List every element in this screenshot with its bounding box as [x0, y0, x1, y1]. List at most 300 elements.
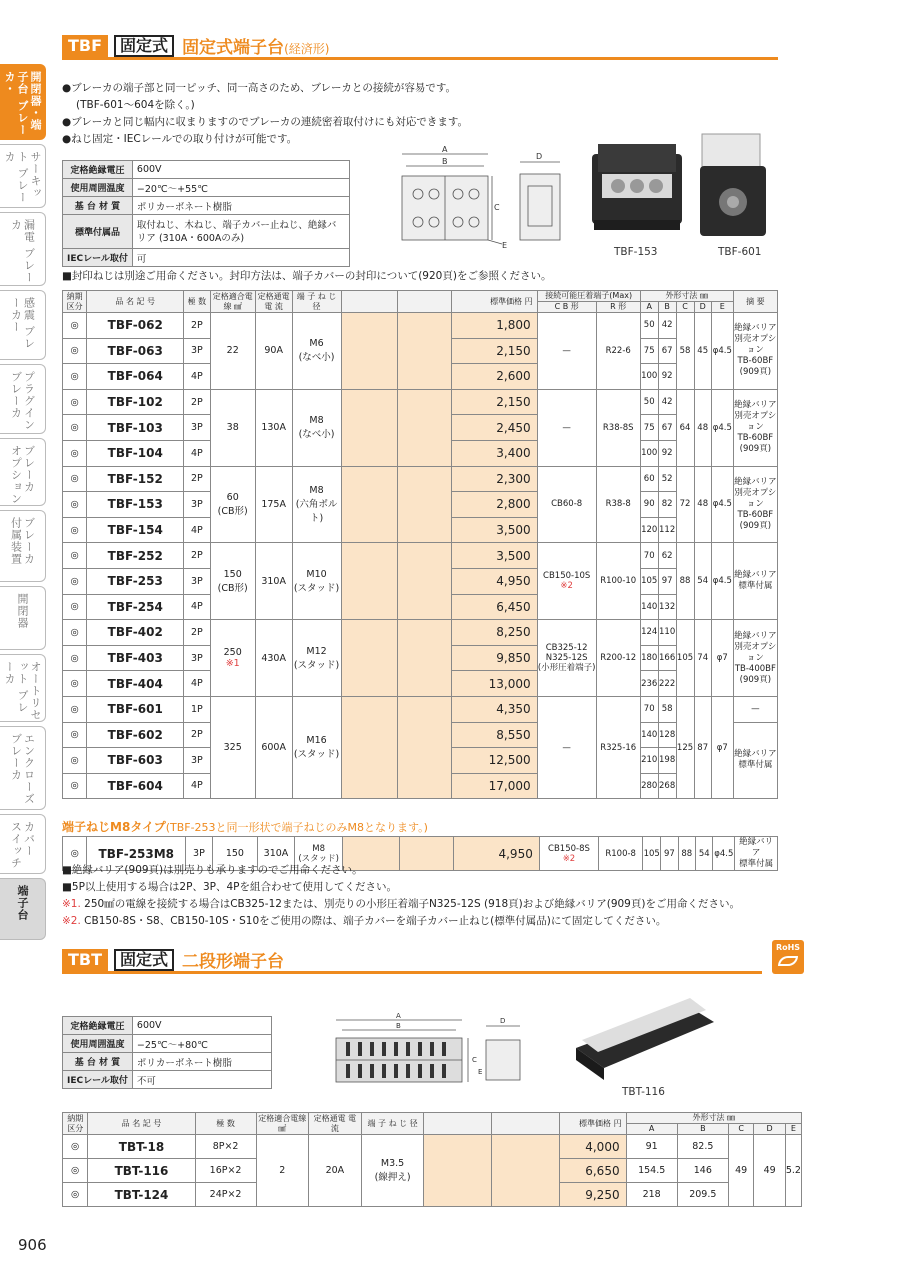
- blank-cell: [397, 313, 451, 390]
- tbt-title: 二段形端子台: [182, 952, 285, 972]
- side-tab-label: 漏電 ブレーカ: [9, 219, 36, 284]
- dim-e: φ7: [711, 620, 733, 697]
- dim-e: φ4.5: [711, 389, 733, 466]
- blank-cell: [341, 466, 397, 543]
- remark: 絶縁バリア 別売オプション TB-60BF (909頁): [733, 466, 777, 543]
- dim-a: 124: [640, 620, 658, 646]
- screw: M8 (なべ小): [292, 389, 341, 466]
- cb-terminal: —: [537, 696, 596, 798]
- r-terminal: R38-8S: [596, 389, 640, 466]
- dim-b: 198: [658, 748, 676, 774]
- dim-b: 268: [658, 773, 676, 799]
- poles: 2P: [184, 389, 210, 415]
- price: 12,500: [451, 748, 537, 774]
- side-tab[interactable]: [0, 144, 46, 208]
- model-name: TBF-404: [87, 671, 184, 697]
- poles: 4P: [184, 594, 210, 620]
- dim-b: 112: [658, 517, 676, 543]
- spec-key: 基 台 材 質: [63, 197, 133, 215]
- dim-b: 110: [658, 620, 676, 646]
- spec-value: −20℃〜+55℃: [132, 179, 349, 197]
- table-row: [63, 543, 778, 569]
- dim-a: 70: [640, 543, 658, 569]
- side-tab-label: ブレーカ オプション: [9, 445, 36, 505]
- dim-c: 49: [728, 1135, 754, 1207]
- dim-b: 82.5: [677, 1135, 728, 1159]
- model-name: TBF-252: [87, 543, 184, 569]
- th-dim-b: B: [677, 1124, 728, 1135]
- r-terminal: R100-10: [596, 543, 640, 620]
- model-name: TBF-152: [87, 466, 184, 492]
- screw: M8 (スタッド): [294, 837, 342, 871]
- delivery-mark: ◎: [63, 837, 87, 871]
- price: 4,950: [451, 568, 537, 594]
- poles: 2P: [184, 620, 210, 646]
- dim-d: 54: [694, 543, 711, 620]
- side-tab[interactable]: [0, 814, 46, 874]
- poles: 3P: [184, 645, 210, 671]
- spec-value: 600V: [132, 1017, 271, 1035]
- delivery-mark: ◎: [63, 568, 87, 594]
- tbf-601-photo: [696, 126, 776, 246]
- dim-a: 236: [640, 671, 658, 697]
- dim-a: 154.5: [626, 1159, 677, 1183]
- price: 2,150: [451, 389, 537, 415]
- current: 310A: [255, 543, 292, 620]
- blank-cell: [341, 313, 397, 390]
- model-name: TBF-254: [87, 594, 184, 620]
- model-name: TBF-603: [87, 748, 184, 774]
- screw: M10 (スタッド): [292, 543, 341, 620]
- th-dim-a: A: [626, 1124, 677, 1135]
- dim-c: 88: [676, 543, 694, 620]
- th-model: 品 名 記 号: [87, 291, 184, 313]
- spec-key: 定格絶縁電圧: [63, 161, 133, 179]
- cb-terminal: CB150-8S ※2: [539, 837, 598, 871]
- current: 430A: [255, 620, 292, 697]
- bullet: ●ブレーカの端子部と同一ピッチ、同一高さのため、ブレーカとの接続が容易です。: [62, 82, 456, 94]
- tbf-kind: 固定式: [114, 35, 174, 57]
- dim-d: 49: [754, 1135, 785, 1207]
- price: 8,550: [451, 722, 537, 748]
- model-name: TBF-062: [87, 313, 184, 339]
- bullet: (TBF-601〜604を除く。): [76, 99, 195, 111]
- delivery-mark: ◎: [63, 543, 87, 569]
- blank-cell: [341, 543, 397, 620]
- wire: 150: [212, 837, 257, 871]
- th-dim-d: D: [694, 302, 711, 313]
- tbt-spec-table: [62, 1016, 272, 1089]
- note: ■絶縁バリア(909頁)は別売りも承りますのでご用命ください。: [62, 864, 363, 876]
- model-name: TBF-253: [87, 568, 184, 594]
- tbf-spec-table: [62, 160, 350, 267]
- model-name: TBF-104: [87, 440, 184, 466]
- dim-b: 82: [658, 492, 676, 518]
- tbt-kind: 固定式: [114, 949, 174, 971]
- side-tab[interactable]: [0, 878, 46, 940]
- dim-b: 62: [658, 543, 676, 569]
- dim-a: 218: [626, 1183, 677, 1207]
- dim-b: 132: [658, 594, 676, 620]
- delivery-mark: ◎: [63, 313, 87, 339]
- poles: 24P×2: [195, 1183, 256, 1207]
- dim-a: 75: [640, 415, 658, 441]
- model-name: TBF-064: [87, 364, 184, 390]
- current: 600A: [255, 696, 292, 798]
- th-current: 定格通電 電 流: [255, 291, 292, 313]
- dim-c: 64: [676, 389, 694, 466]
- price: 2,800: [451, 492, 537, 518]
- model-name: TBF-604: [87, 773, 184, 799]
- poles: 3P: [186, 837, 213, 871]
- th-poles: 極 数: [184, 291, 210, 313]
- model-name: TBF-253M8: [87, 837, 186, 871]
- delivery-mark: ◎: [63, 773, 87, 799]
- screw: M16 (スタッド): [292, 696, 341, 798]
- price: 4,950: [454, 837, 540, 871]
- dim-e: φ7: [711, 696, 733, 798]
- current: 310A: [258, 837, 295, 871]
- dim-a: 105: [643, 837, 661, 871]
- dim-d: 48: [694, 466, 711, 543]
- side-tab[interactable]: [0, 654, 46, 722]
- wire: 150 (CB形): [210, 543, 255, 620]
- spec-key: IECレール取付: [63, 249, 133, 267]
- delivery-mark: ◎: [63, 440, 87, 466]
- wire: 60 (CB形): [210, 466, 255, 543]
- dim-label: B: [396, 1022, 401, 1030]
- side-tab-label: エンクローズ ブレーカ: [9, 733, 36, 805]
- dim-a: 100: [640, 440, 658, 466]
- spec-key: IECレール取付: [63, 1071, 133, 1089]
- delivery-mark: ◎: [63, 1159, 88, 1183]
- poles: 2P: [184, 722, 210, 748]
- current: 130A: [255, 389, 292, 466]
- th-dim-c: C: [728, 1124, 754, 1135]
- th-poles: 極 数: [195, 1113, 256, 1135]
- spec-key: 標準付属品: [63, 215, 133, 249]
- current: 175A: [255, 466, 292, 543]
- model-name: TBF-103: [87, 415, 184, 441]
- tbt-dimension-drawing: [326, 1012, 536, 1088]
- th-model: 品 名 記 号: [88, 1113, 195, 1135]
- side-tab-label: 感震 ブレーカー: [9, 297, 36, 350]
- cb-terminal: —: [537, 313, 596, 390]
- note: ■5P以上使用する場合は2P、3P、4Pを組合わせて使用してください。: [62, 881, 397, 893]
- remark: —: [733, 696, 777, 722]
- price: 4,000: [559, 1135, 626, 1159]
- th-remark: 摘 要: [733, 291, 777, 313]
- delivery-mark: ◎: [63, 594, 87, 620]
- th-price: 標準価格 円: [451, 291, 537, 313]
- r-terminal: R100-8: [599, 837, 643, 871]
- dim-e: φ4.5: [711, 543, 733, 620]
- tbf-header: [62, 34, 778, 60]
- price: 2,600: [451, 364, 537, 390]
- model-name: TBF-601: [87, 696, 184, 722]
- tbf-dimension-drawing: [396, 146, 572, 256]
- current: 20A: [308, 1135, 361, 1207]
- r-terminal: R22-6: [596, 313, 640, 390]
- dim-b: 42: [658, 313, 676, 339]
- blank-cell: [397, 466, 451, 543]
- side-tab[interactable]: [0, 64, 46, 140]
- spec-value: ポリカーボネート樹脂: [132, 1053, 271, 1071]
- th-blank: [397, 291, 451, 313]
- delivery-mark: ◎: [63, 415, 87, 441]
- th-blank: [341, 291, 397, 313]
- side-tab[interactable]: [0, 438, 46, 506]
- page-number: 906: [18, 1236, 47, 1254]
- price: 2,150: [451, 338, 537, 364]
- spec-key: 基 台 材 質: [63, 1053, 133, 1071]
- dim-a: 90: [640, 492, 658, 518]
- th-cb: C B 形: [537, 302, 596, 313]
- poles: 16P×2: [195, 1159, 256, 1183]
- remark: 絶縁バリア 別売オプション TB-60BF (909頁): [733, 389, 777, 466]
- th-dims: 外形寸法 ㎜: [626, 1113, 801, 1124]
- tbf-notes: [62, 862, 740, 930]
- delivery-mark: ◎: [63, 620, 87, 646]
- dim-d: 45: [694, 313, 711, 390]
- bullet: ●ブレーカと同じ幅内に収まりますのでブレーカの連続密着取付けにも対応できます。: [62, 116, 469, 128]
- photo-caption: TBT-116: [622, 1086, 665, 1098]
- model-name: TBF-402: [87, 620, 184, 646]
- blank-cell: [341, 389, 397, 466]
- poles: 4P: [184, 517, 210, 543]
- th-screw: 端 子 ね じ 径: [292, 291, 341, 313]
- dim-c: 125: [676, 696, 694, 798]
- model-name: TBF-154: [87, 517, 184, 543]
- dim-b: 146: [677, 1159, 728, 1183]
- spec-value: 600V: [132, 161, 349, 179]
- dim-d: 54: [696, 837, 713, 871]
- tbt-table: [62, 1112, 802, 1207]
- dim-b: 52: [658, 466, 676, 492]
- dim-d: 87: [694, 696, 711, 798]
- blank-cell: [397, 696, 451, 798]
- dim-label: E: [478, 1068, 483, 1076]
- dim-b: 67: [658, 415, 676, 441]
- dim-d: 74: [694, 620, 711, 697]
- remark: 絶縁バリア 標準付属: [733, 722, 777, 799]
- blank-cell: [397, 620, 451, 697]
- spec-key: 定格絶縁電圧: [63, 1017, 133, 1035]
- model-name: TBF-602: [87, 722, 184, 748]
- delivery-mark: ◎: [63, 1183, 88, 1207]
- spec-key: 使用周囲温度: [63, 1035, 133, 1053]
- table-row: [63, 696, 778, 722]
- blank-cell: [424, 1135, 492, 1207]
- screw: M12 (スタッド): [292, 620, 341, 697]
- r-terminal: R200-12: [596, 620, 640, 697]
- dim-a: 50: [640, 389, 658, 415]
- delivery-mark: ◎: [63, 466, 87, 492]
- th-delivery: 納期 区分: [63, 291, 87, 313]
- side-tab-label: 端子台: [16, 885, 29, 921]
- cb-terminal: CB60-8: [537, 466, 596, 543]
- poles: 2P: [184, 466, 210, 492]
- th-dim-e: E: [711, 302, 733, 313]
- spec-value: 取付ねじ、木ねじ、端子カバー止ねじ、絶縁バリア (310A・600Aのみ): [132, 215, 349, 249]
- dim-b: 222: [658, 671, 676, 697]
- delivery-mark: ◎: [63, 722, 87, 748]
- r-terminal: R38-8: [596, 466, 640, 543]
- dim-b: 97: [661, 837, 678, 871]
- tbf-bullets: [62, 80, 542, 148]
- poles: 3P: [184, 748, 210, 774]
- dim-e: φ4.5: [711, 313, 733, 390]
- th-dim-a: A: [640, 302, 658, 313]
- dim-a: 91: [626, 1135, 677, 1159]
- delivery-mark: ◎: [63, 492, 87, 518]
- leaf-icon: [778, 956, 798, 966]
- price: 6,450: [451, 594, 537, 620]
- poles: 4P: [184, 773, 210, 799]
- th-dim-e: E: [785, 1124, 801, 1135]
- rohs-badge: RoHS: [772, 940, 804, 974]
- dim-b: 92: [658, 440, 676, 466]
- delivery-mark: ◎: [63, 364, 87, 390]
- price: 6,650: [559, 1159, 626, 1183]
- dim-label: A: [442, 146, 448, 154]
- spec-value: 可: [132, 249, 349, 267]
- poles: 3P: [184, 415, 210, 441]
- delivery-mark: ◎: [63, 748, 87, 774]
- price: 2,300: [451, 466, 537, 492]
- dim-a: 210: [640, 748, 658, 774]
- table-row: [63, 466, 778, 492]
- poles: 2P: [184, 543, 210, 569]
- dim-a: 180: [640, 645, 658, 671]
- r-terminal: R325-16: [596, 696, 640, 798]
- side-tab[interactable]: [0, 726, 46, 810]
- price: 3,400: [451, 440, 537, 466]
- th-wire: 定格適合電線 ㎟: [210, 291, 255, 313]
- dim-a: 140: [640, 722, 658, 748]
- dim-b: 67: [658, 338, 676, 364]
- spec-key: 使用周囲温度: [63, 179, 133, 197]
- spec-value: −25℃〜+80℃: [132, 1035, 271, 1053]
- blank-cell: [341, 696, 397, 798]
- poles: 8P×2: [195, 1135, 256, 1159]
- th-terminal: 接続可能圧着端子(Max): [537, 291, 640, 302]
- side-tab-label: 開閉器・端子台 ブレーカ・: [3, 71, 42, 136]
- side-tab[interactable]: [0, 586, 46, 650]
- tbf-code: TBF: [62, 35, 108, 57]
- table-row: [63, 620, 778, 646]
- side-tab-label: サーキット ブレーカ: [3, 151, 42, 204]
- dim-c: 58: [676, 313, 694, 390]
- th-blank: [491, 1113, 559, 1135]
- th-dims: 外形寸法 ㎜: [640, 291, 733, 302]
- dim-label: D: [500, 1017, 506, 1025]
- tbt-header: [62, 948, 762, 974]
- screw: M8 (六角ボルト): [292, 466, 341, 543]
- side-tab-label: カバー スイッチ: [9, 821, 36, 869]
- dim-b: 128: [658, 722, 676, 748]
- price: 4,350: [451, 696, 537, 722]
- dim-a: 120: [640, 517, 658, 543]
- side-tab[interactable]: [0, 212, 46, 286]
- dim-label: C: [494, 203, 500, 212]
- wire: 2: [256, 1135, 308, 1207]
- dim-a: 105: [640, 568, 658, 594]
- price: 3,500: [451, 517, 537, 543]
- price: 13,000: [451, 671, 537, 697]
- dim-b: 166: [658, 645, 676, 671]
- poles: 4P: [184, 364, 210, 390]
- cb-terminal: CB150-10S ※2: [537, 543, 596, 620]
- m8-heading: 端子ねじM8タイプ(TBF-253と同一形状で端子ねじのみM8となります。): [62, 820, 428, 834]
- table-row: [63, 389, 778, 415]
- dim-b: 58: [658, 696, 676, 722]
- th-current: 定格通電 電 流: [308, 1113, 361, 1135]
- th-delivery: 納期 区分: [63, 1113, 88, 1135]
- th-wire: 定格適合電線 ㎟: [256, 1113, 308, 1135]
- price: 3,500: [451, 543, 537, 569]
- dim-a: 50: [640, 313, 658, 339]
- model-name: TBF-063: [87, 338, 184, 364]
- side-tab-label: ブレーカ 付属装置: [9, 517, 36, 565]
- bullet: ●ねじ固定・IECレールでの取り付けが可能です。: [62, 133, 298, 145]
- dim-b: 97: [658, 568, 676, 594]
- model-name: TBT-116: [88, 1159, 195, 1183]
- poles: 3P: [184, 492, 210, 518]
- spec-value: 不可: [132, 1071, 271, 1089]
- current: 90A: [255, 313, 292, 390]
- remark: 絶縁バリア 標準付属: [735, 837, 778, 871]
- seal-note: ■封印ねじは別途ご用命ください。封印方法は、端子カバーの封印について(920頁)をご参照ください。: [62, 270, 552, 282]
- dim-c: 88: [678, 837, 695, 871]
- th-screw: 端 子 ね じ 径: [361, 1113, 424, 1135]
- remark: 絶縁バリア 別売オプション TB-60BF (909頁): [733, 313, 777, 390]
- delivery-mark: ◎: [63, 1135, 88, 1159]
- spec-value: ポリカーボネート樹脂: [132, 197, 349, 215]
- dim-b: 209.5: [677, 1183, 728, 1207]
- model-name: TBF-102: [87, 389, 184, 415]
- blank-cell: [397, 389, 451, 466]
- price: 2,450: [451, 415, 537, 441]
- photo-caption: TBF-153: [614, 246, 658, 258]
- dim-a: 100: [640, 364, 658, 390]
- th-r: R 形: [596, 302, 640, 313]
- tbf-table: [62, 290, 778, 799]
- screw: M3.5 (線押え): [361, 1135, 424, 1207]
- tbt-116-photo: [568, 988, 718, 1084]
- dim-c: 105: [676, 620, 694, 697]
- side-tab[interactable]: [0, 364, 46, 434]
- dim-label: B: [442, 157, 448, 166]
- th-blank: [424, 1113, 492, 1135]
- side-tab[interactable]: [0, 290, 46, 360]
- blank-cell: [341, 620, 397, 697]
- side-tab-label: プラグイン ブレーカ: [9, 371, 36, 431]
- delivery-mark: ◎: [63, 338, 87, 364]
- dim-b: 42: [658, 389, 676, 415]
- delivery-mark: ◎: [63, 517, 87, 543]
- poles: 4P: [184, 440, 210, 466]
- note: ※1. 250㎟の電線を接続する場合はCB325-12または、別売りの小形圧着端子N325-12S (918頁)および絶縁バリア(909頁)をご用命ください。: [62, 898, 740, 910]
- remark: 絶縁バリア 別売オプション TB-400BF (909頁): [733, 620, 777, 697]
- dim-label: A: [396, 1012, 401, 1020]
- screw: M6 (なべ小): [292, 313, 341, 390]
- side-tab[interactable]: [0, 510, 46, 582]
- wire: 250 ※1: [210, 620, 255, 697]
- dim-label: C: [472, 1056, 477, 1064]
- tbf-153-photo: [590, 134, 686, 238]
- cb-terminal: CB325-12 N325-12S (小形圧着端子): [537, 620, 596, 697]
